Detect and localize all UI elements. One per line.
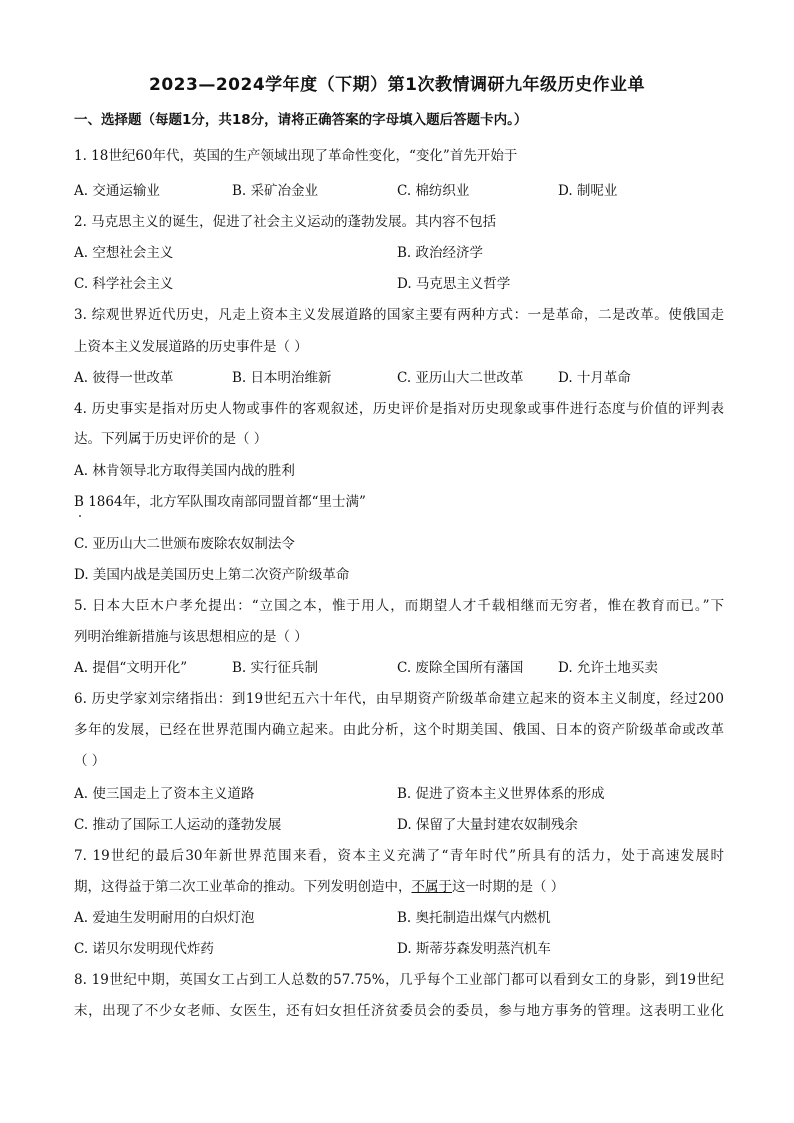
q2-option-a: A. 空想社会主义 <box>74 245 174 261</box>
q2-option-d: D. 马克思主义哲学 <box>397 276 511 292</box>
q7-option-c: C. 诺贝尔发明现代炸药 <box>74 941 214 957</box>
q1-option-d: D. 制呢业 <box>558 183 618 199</box>
question-8-stem-line-1: 8. 19世纪中期，英国女工占到工人总数的57.75%，几乎每个工业部门都可以看到女工的身影，到19世纪 <box>74 972 724 988</box>
q7-option-b: B. 奥托制造出煤气内燃机 <box>397 910 551 926</box>
q2-option-b: B. 政治经济学 <box>397 245 484 261</box>
q1-option-b: B. 采矿冶金业 <box>232 183 319 199</box>
question-3-stem-line-2: 上资本主义发展道路的历史事件是（ ） <box>74 339 308 355</box>
q3-option-b: B. 日本明治维新 <box>232 370 332 386</box>
stray-dot <box>79 515 81 517</box>
question-3-stem-line-1: 3. 综观世界近代历史，凡走上资本主义发展道路的国家主要有两种方式：一是革命，二是改革。使俄国走 <box>74 307 724 323</box>
q5-option-d: D. 允许土地买卖 <box>558 660 658 676</box>
q6-option-a: A. 使三国走上了资本主义道路 <box>74 786 255 802</box>
q5-option-a: A. 提倡“文明开化” <box>74 660 188 676</box>
q4-option-d: D. 美国内战是美国历史上第二次资产阶级革命 <box>74 567 350 583</box>
q5-option-b: B. 实行征兵制 <box>232 660 319 676</box>
q4-option-a: A. 林肯领导北方取得美国内战的胜利 <box>74 463 295 479</box>
q3-option-d: D. 十月革命 <box>558 370 631 386</box>
question-7-stem-line-2 <box>74 878 564 896</box>
question-1-stem: 1. 18世纪60年代，英国的生产领域出现了革命性变化，“变化”首先开始于 <box>74 148 518 164</box>
q2-option-c: C. 科学社会主义 <box>74 276 174 292</box>
section-heading: 一、选择题（每题1分，共18分，请将正确答案的字母填入题后答题卡内。） <box>74 112 528 128</box>
q1-option-a: A. 交通运输业 <box>74 183 160 199</box>
q4-option-b: B 1864年，北方军队围攻南部同盟首都“里士满” <box>74 494 366 510</box>
question-7-stem-line-1: 7. 19世纪的最后30年新世界范围来看，资本主义充满了“青年时代”所具有的活力，处于高速发展时 <box>74 848 724 864</box>
q7-emphasis-not-belong: 不属于 <box>411 879 452 895</box>
question-2-stem: 2. 马克思主义的诞生，促进了社会主义运动的蓬勃发展。其内容不包括 <box>74 214 497 230</box>
q5-option-c: C. 废除全国所有藩国 <box>397 660 524 676</box>
q3-option-a: A. 彼得一世改革 <box>74 370 174 386</box>
question-6-stem-line-3: （ ） <box>74 753 106 769</box>
q1-option-c: C. 棉纺织业 <box>397 183 470 199</box>
q3-option-c: C. 亚历山大二世改革 <box>397 370 524 386</box>
question-6-stem-line-2: 多年的发展，已经在世界范围内确立起来。由此分析，这个时期美国、俄国、日本的资产阶级革命或改革 <box>74 722 724 738</box>
question-4-stem-line-2: 达。下列属于历史评价的是（ ） <box>74 431 268 447</box>
page-title: 2023—2024学年度（下期）第1次教情调研九年级历史作业单 <box>149 75 645 95</box>
question-8-stem-line-2: 末，出现了不少女老师、女医生，还有妇女担任济贫委员会的委员，参与地方事务的管理。这表明工业化 <box>74 1003 724 1019</box>
q4-option-c: C. 亚历山大二世颁布废除农奴制法令 <box>74 536 295 552</box>
question-4-stem-line-1: 4. 历史事实是指对历史人物或事件的客观叙述，历史评价是指对历史现象或事件进行态度与价值的评判表 <box>74 401 724 417</box>
question-5-stem-line-2: 列明治维新措施与该思想相应的是（ ） <box>74 629 308 645</box>
q7-stem-text-a: 期，这得益于第二次工业革命的推动。下列发明创造中， <box>74 879 412 895</box>
q6-option-d: D. 保留了大量封建农奴制残余 <box>397 817 578 833</box>
q7-stem-text-b: 这一时期的是（ ） <box>452 879 565 895</box>
question-5-stem-line-1: 5. 日本大臣木户孝允提出：“立国之本，惟于用人，而期望人才千载相继而无穷者，惟在教育而已。”下 <box>74 598 724 614</box>
q6-option-b: B. 促进了资本主义世界体系的形成 <box>397 786 605 802</box>
question-6-stem-line-1: 6. 历史学家刘宗绪指出：到19世纪五六十年代，由早期资产阶级革命建立起来的资本主义制度，经过200 <box>74 691 724 707</box>
q7-option-a: A. 爱迪生发明耐用的白炽灯泡 <box>74 910 255 926</box>
q7-option-d: D. 斯蒂芬森发明蒸汽机车 <box>397 941 551 957</box>
q6-option-c: C. 推动了国际工人运动的蓬勃发展 <box>74 817 282 833</box>
